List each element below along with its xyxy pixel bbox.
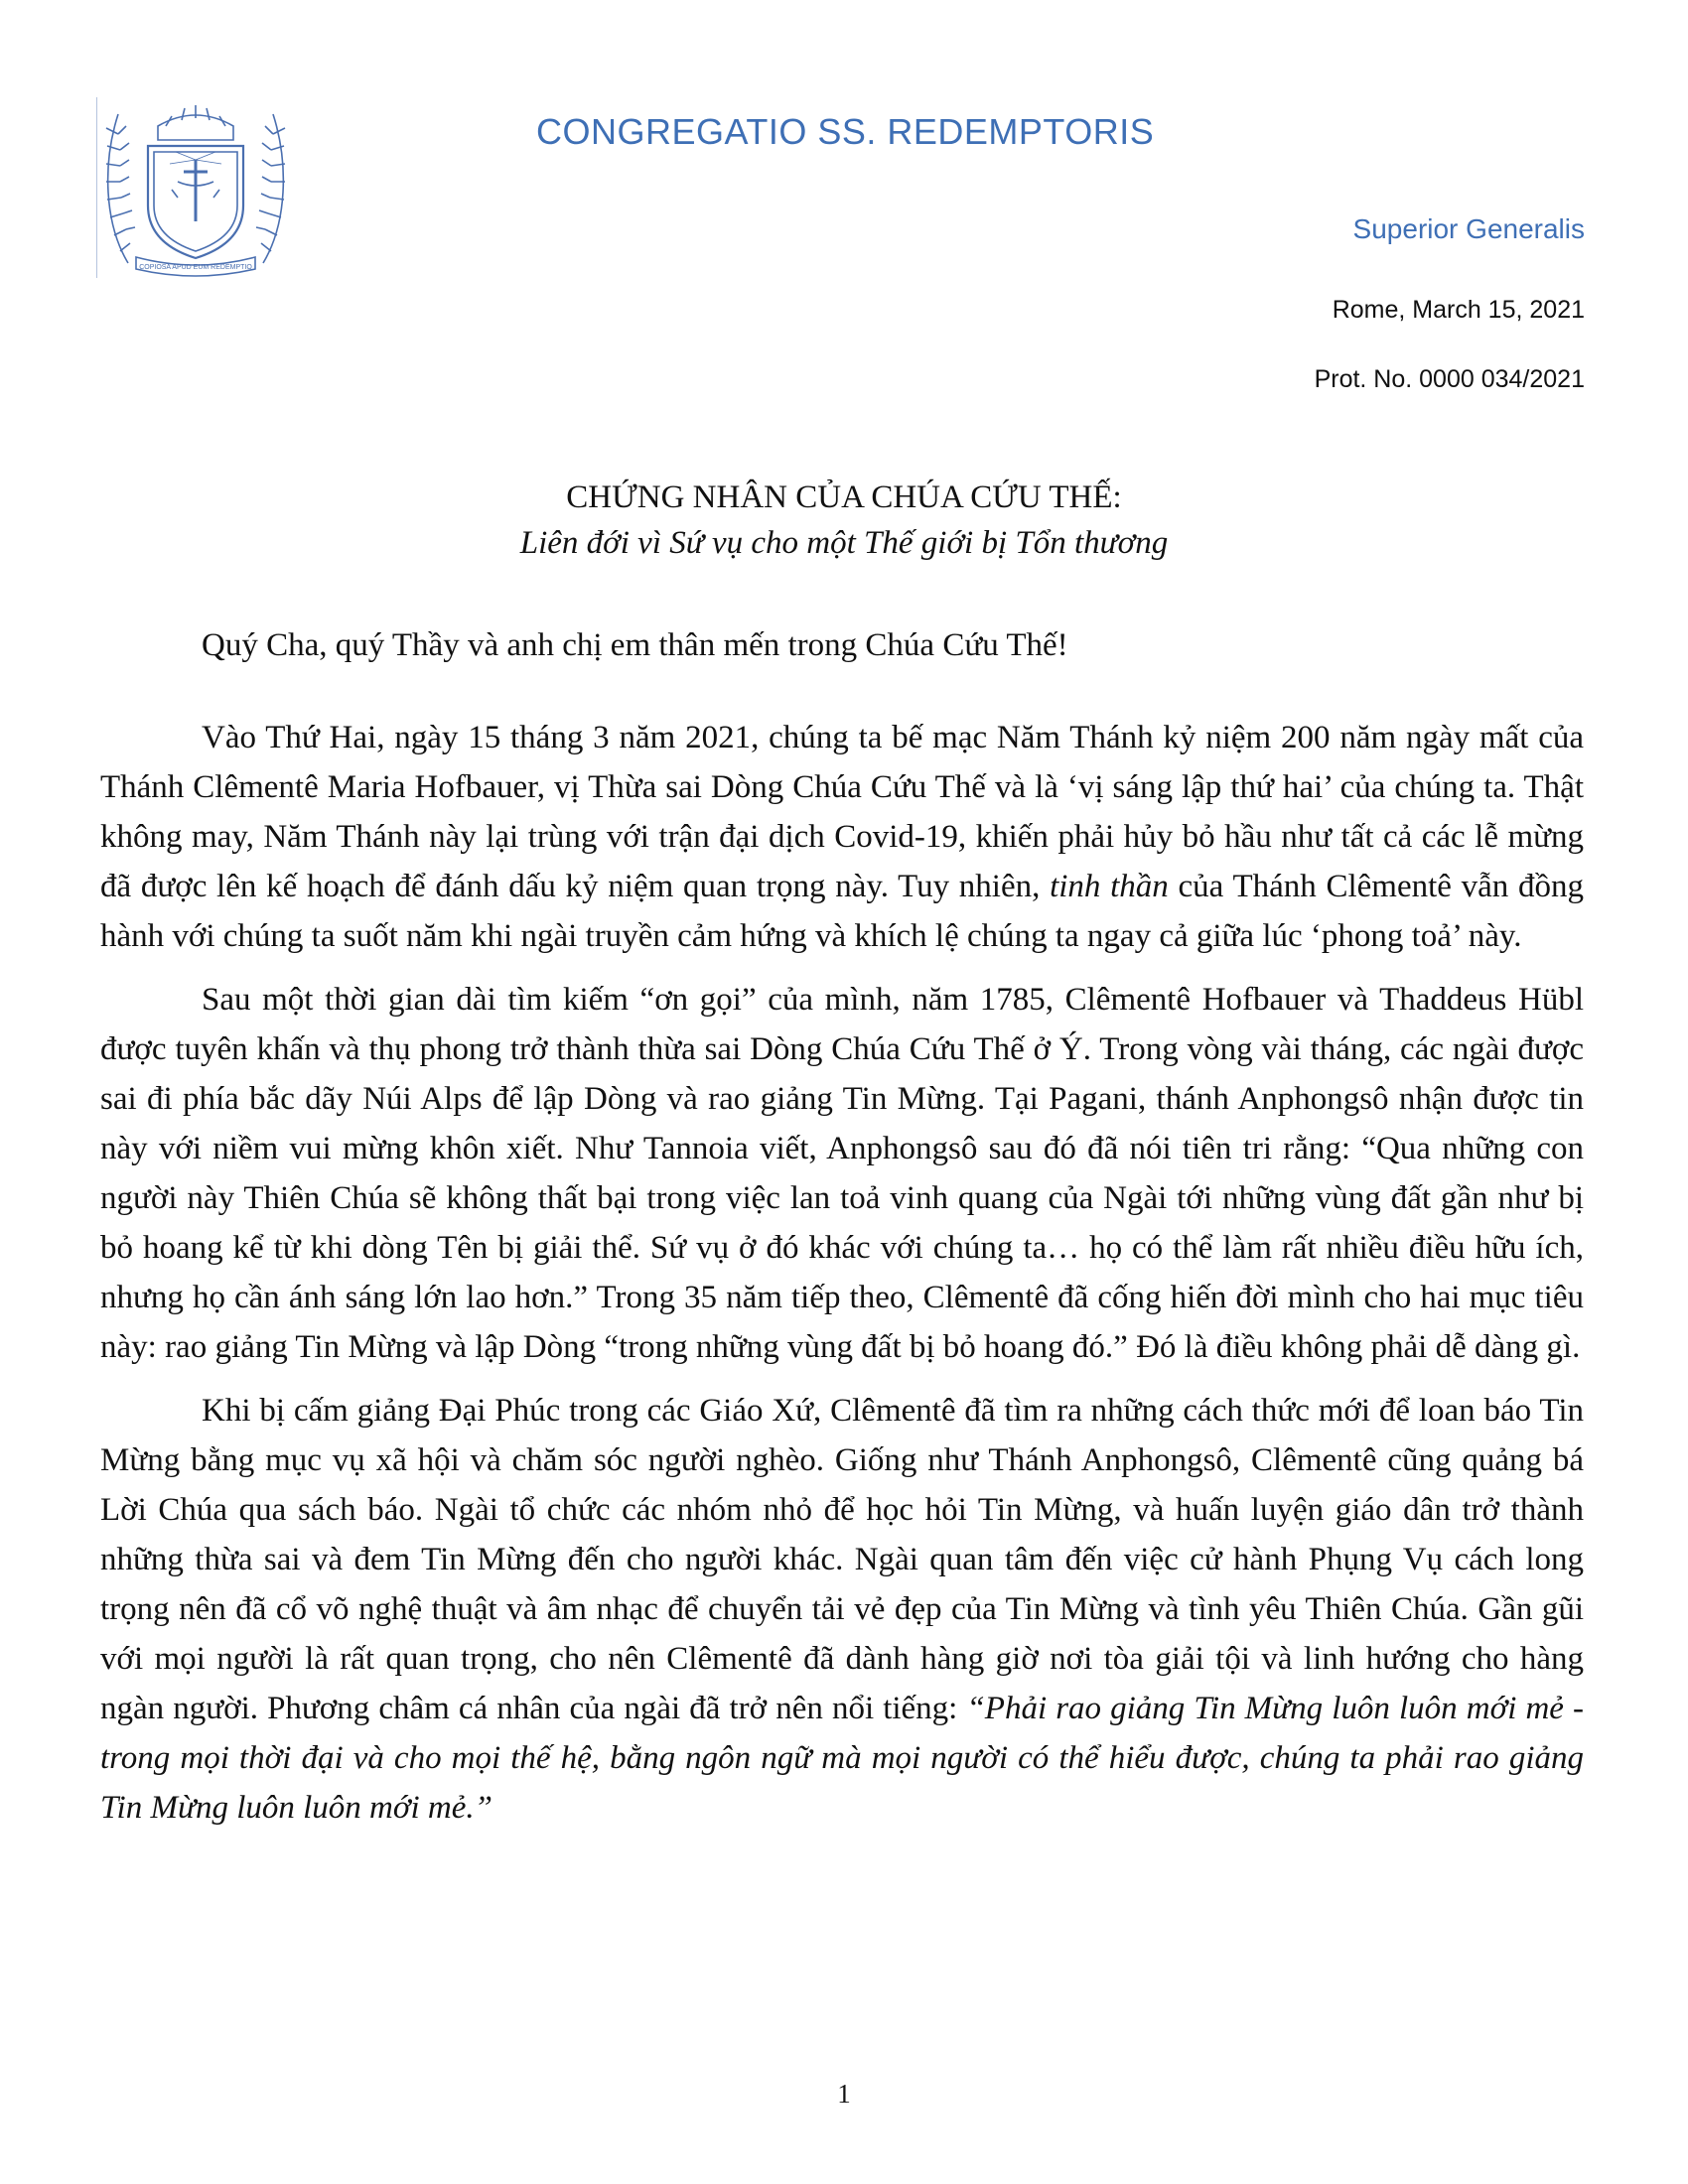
- salutation: Quý Cha, quý Thầy và anh chị em thân mến trong Chúa Cứu Thế!: [202, 627, 1068, 663]
- paragraph-1-text-a: Vào Thứ Hai, ngày 15 tháng 3 năm 2021, chúng ta bế mạc Năm Thánh kỷ niệm 200 năm ngày mất của Thánh Clêmentê Maria Hofbauer, vị Thừa sai Dòng Chúa Cứu Thế và là ‘vị sáng lập thứ hai’ của chúng ta. Thật không may, Năm Thánh này lại trùng với trận đại dịch Covid-19, khiến phải hủy bỏ hầu như tất cả các lễ mừng đã được lên kế hoạch để đánh dấu kỷ niệm quan trọng này. Tuy nhiên,: [100, 720, 1584, 904]
- paragraph-3: [100, 1386, 1584, 1833]
- paragraph-1-emphasis: tinh thần: [1050, 869, 1169, 904]
- paragraph-1-text-b: của Thánh Clêmentê vẫn đồng hành với chúng ta suốt năm khi ngài truyền cảm hứng và khích lệ chúng ta ngay cả giữa lúc ‘phong toả’ này.: [100, 869, 1584, 954]
- congregation-crest-logo: [96, 94, 295, 278]
- paragraph-3-text: Khi bị cấm giảng Đại Phúc trong các Giáo Xứ, Clêmentê đã tìm ra những cách thức mới để loan báo Tin Mừng bằng mục vụ xã hội và chăm sóc người nghèo. Giống như Thánh Anphongsô, Clêmentê cũng quảng bá Lời Chúa qua sách báo. Ngài tổ chức các nhóm nhỏ để học hỏi Tin Mừng, và huấn luyện giáo dân trở thành những thừa sai và đem Tin Mừng đến cho người khác. Ngài quan tâm đến việc cử hành Phụng Vụ cách long trọng nên đã cổ võ nghệ thuật và âm nhạc để chuyển tải vẻ đẹp của Tin Mừng và tình yêu Thiên Chúa. Gần gũi với mọi người là rất quan trọng, cho nên Clêmentê đã dành hàng giờ nơi tòa giải tội và linh hướng cho hàng ngàn người. Phương châm cá nhân của ngài đã trở nên nổi tiếng:: [100, 1393, 1584, 1726]
- office-title: Superior Generalis: [1352, 213, 1585, 244]
- letter-date: Rome, March 15, 2021: [1332, 296, 1585, 324]
- page-number: 1: [837, 2079, 851, 2109]
- paragraph-1: [100, 713, 1584, 961]
- svg-text:COPIOSA APUD EUM REDEMPTIO: COPIOSA APUD EUM REDEMPTIO: [139, 264, 252, 271]
- paragraph-3-quote: “Phải rao giảng Tin Mừng luôn luôn mới mẻ - trong mọi thời đại và cho mọi thế hệ, bằng ngôn ngữ mà mọi người có thể hiểu được, chúng ta phải rao giảng Tin Mừng luôn luôn mới mẻ.”: [100, 1691, 1584, 1826]
- letter-title: CHỨNG NHÂN CỦA CHÚA CỨU THẾ:: [566, 479, 1122, 515]
- organization-name: CONGREGATIO SS. REDEMPTORIS: [536, 111, 1155, 152]
- letter-title-block: [0, 475, 1688, 566]
- paragraph-2: Sau một thời gian dài tìm kiếm “ơn gọi” của mình, năm 1785, Clêmentê Hofbauer và Thaddeus Hübl được tuyên khấn và thụ phong trở thành thừa sai Dòng Chúa Cứu Thế ở Ý. Trong vòng vài tháng, các ngài được sai đi phía bắc dãy Núi Alps để lập Dòng và rao giảng Tin Mừng. Tại Pagani, thánh Anphongsô nhận được tin này với niềm vui mừng khôn xiết. Như Tannoia viết, Anphongsô sau đó đã nói tiên tri rằng: “Qua những con người này Thiên Chúa sẽ không thất bại trong việc lan toả vinh quang của Ngài tới những vùng đất gần như bị bỏ hoang kể từ khi dòng Tên bị giải thể. Sứ vụ ở đó khác với chúng ta… họ có thể làm rất nhiều điều hữu ích, nhưng họ cần ánh sáng lớn lao hơn.” Trong 35 năm tiếp theo, Clêmentê đã cống hiến đời mình cho hai mục tiêu này: rao giảng Tin Mừng và lập Dòng “trong những vùng đất bị bỏ hoang đó.” Đó là điều không phải dễ dàng gì.: [100, 982, 1584, 1365]
- letter-body: [100, 713, 1584, 1846]
- protocol-number: Prot. No. 0000 034/2021: [1314, 365, 1585, 393]
- letter-subtitle: Liên đới vì Sứ vụ cho một Thế giới bị Tổn thương: [519, 525, 1169, 561]
